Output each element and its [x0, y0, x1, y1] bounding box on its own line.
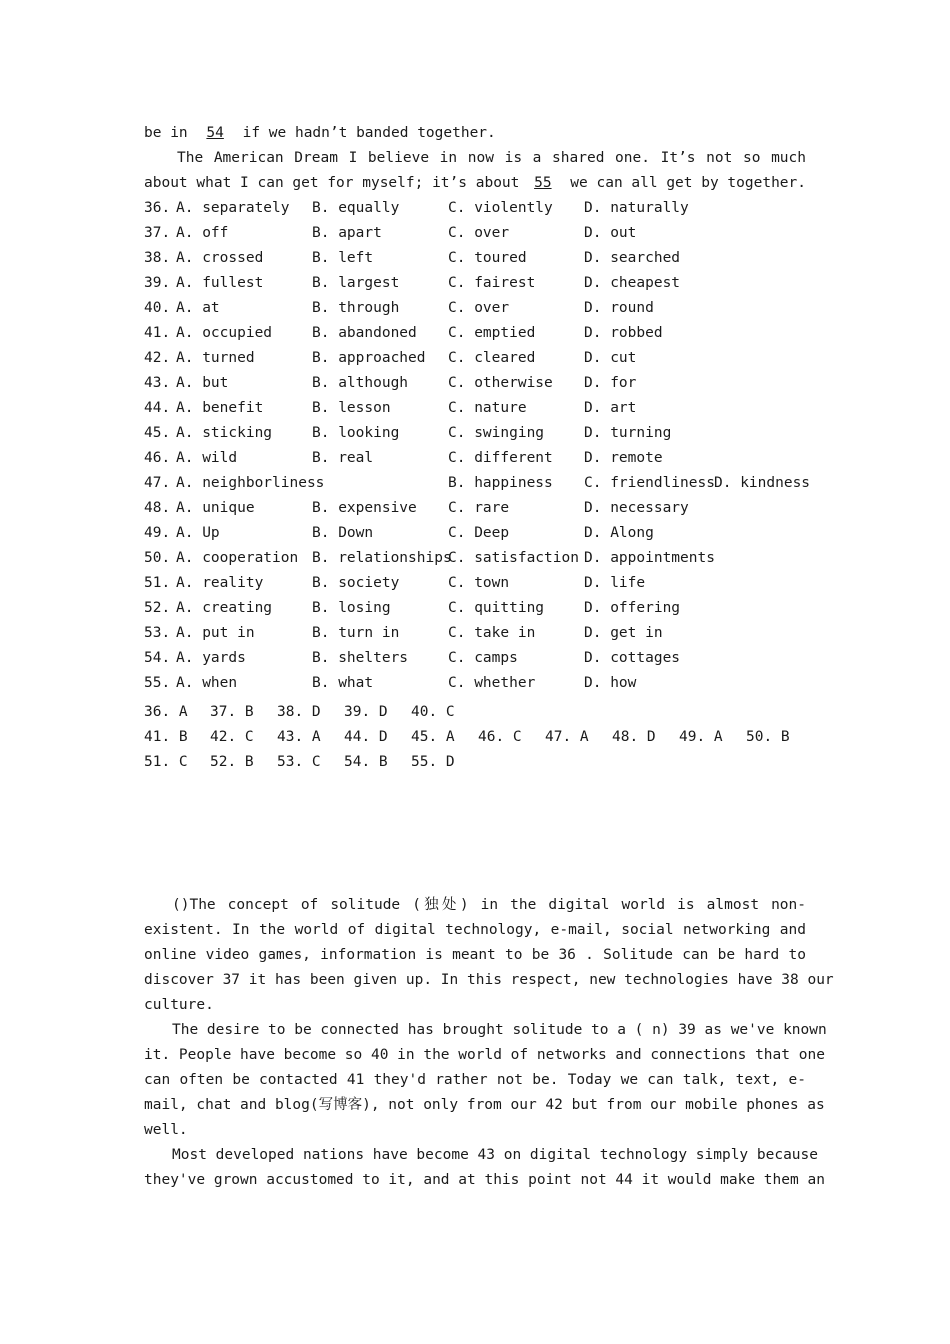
- question-num: 40.: [144, 300, 171, 316]
- option-a: A. when: [176, 675, 238, 691]
- answer-item: 41. B: [144, 729, 188, 745]
- option-c: C. whether: [448, 675, 536, 691]
- question-num: 49.: [144, 525, 171, 541]
- answer-item: 42. C: [210, 729, 254, 745]
- option-b: B. happiness: [448, 475, 553, 491]
- question-row: [144, 646, 806, 671]
- question-row: [144, 571, 806, 596]
- passage-line: online video games, information is meant to be 36 . Solitude can be hard to: [144, 947, 806, 963]
- option-d: D. how: [584, 675, 637, 691]
- option-b: B. abandoned: [312, 325, 417, 341]
- question-row: [144, 321, 806, 346]
- option-a: A. turned: [176, 350, 255, 366]
- option-d: D. life: [584, 575, 646, 591]
- question-num: 41.: [144, 325, 171, 341]
- option-c: C. cleared: [448, 350, 536, 366]
- answer-item: 53. C: [277, 754, 321, 770]
- answer-item: 48. D: [612, 729, 656, 745]
- question-row: [144, 346, 806, 371]
- option-c: C. emptied: [448, 325, 536, 341]
- question-row: [144, 621, 806, 646]
- option-c: C. rare: [448, 500, 510, 516]
- question-row: [144, 596, 806, 621]
- option-d: D. searched: [584, 250, 681, 266]
- option-b: B. equally: [312, 200, 400, 216]
- intro-line-2: The American Dream I believe in now is a shared one. It’s not so much: [177, 150, 806, 166]
- question-row: [144, 421, 806, 446]
- question-num: 48.: [144, 500, 171, 516]
- option-c: C. friendliness: [584, 475, 715, 491]
- passage-line: culture.: [144, 997, 214, 1013]
- option-d: D. out: [584, 225, 637, 241]
- option-c: C. take in: [448, 625, 536, 641]
- answer-item: 38. D: [277, 704, 321, 720]
- option-b: B. expensive: [312, 500, 417, 516]
- answer-item: 51. C: [144, 754, 188, 770]
- option-a: A. fullest: [176, 275, 264, 291]
- question-row: [144, 546, 806, 571]
- option-d: D. for: [584, 375, 637, 391]
- answer-item: 36. A: [144, 704, 188, 720]
- option-b: B. Down: [312, 525, 374, 541]
- option-c: C. satisfaction: [448, 550, 579, 566]
- question-num: 37.: [144, 225, 171, 241]
- passage-2: [144, 893, 834, 1193]
- question-num: 38.: [144, 250, 171, 266]
- option-b: B. society: [312, 575, 400, 591]
- option-d: D. cottages: [584, 650, 681, 666]
- answer-item: 49. A: [679, 729, 723, 745]
- question-row: [144, 221, 806, 246]
- answer-item: 46. C: [478, 729, 522, 745]
- option-b: B. approached: [312, 350, 426, 366]
- option-b: B. lesson: [312, 400, 391, 416]
- passage-line: it. People have become so 40 in the world of networks and connections that one: [144, 1047, 825, 1063]
- question-row: [144, 496, 806, 521]
- question-row: [144, 296, 806, 321]
- option-d: D. round: [584, 300, 654, 316]
- option-b: B. largest: [312, 275, 400, 291]
- question-num: 42.: [144, 350, 171, 366]
- option-a: A. occupied: [176, 325, 273, 341]
- question-num: 45.: [144, 425, 171, 441]
- answer-item: 37. B: [210, 704, 254, 720]
- answer-item: 40. C: [411, 704, 455, 720]
- question-num: 54.: [144, 650, 171, 666]
- option-b: B. although: [312, 375, 409, 391]
- passage-line: well.: [144, 1122, 188, 1138]
- option-a: A. at: [176, 300, 220, 316]
- passage-line: The desire to be connected has brought solitude to a ( n) 39 as we've known: [172, 1022, 827, 1038]
- intro-text: we can all get by together.: [570, 175, 806, 191]
- option-c: C. violently: [448, 200, 553, 216]
- question-num: 46.: [144, 450, 171, 466]
- option-a: A. Up: [176, 525, 220, 541]
- option-c: C. toured: [448, 250, 527, 266]
- option-c: C. town: [448, 575, 510, 591]
- question-num: 52.: [144, 600, 171, 616]
- option-a: A. off: [176, 225, 229, 241]
- blank-54: 54: [206, 125, 224, 141]
- intro-text: if we hadn’t banded together.: [242, 125, 496, 141]
- option-c: C. otherwise: [448, 375, 553, 391]
- option-b: B. what: [312, 675, 374, 691]
- option-c: C. quitting: [448, 600, 545, 616]
- option-b: B. left: [312, 250, 374, 266]
- option-a: A. reality: [176, 575, 264, 591]
- option-a: A. cooperation: [176, 550, 299, 566]
- question-row: [144, 371, 806, 396]
- option-b: B. shelters: [312, 650, 409, 666]
- question-row: [144, 271, 806, 296]
- option-c: C. fairest: [448, 275, 536, 291]
- question-num: 50.: [144, 550, 171, 566]
- option-d: D. get in: [584, 625, 663, 641]
- intro-text: about what I can get for myself; it’s about: [144, 175, 520, 191]
- question-num: 55.: [144, 675, 171, 691]
- answer-item: 47. A: [545, 729, 589, 745]
- answer-row: [144, 700, 806, 725]
- option-c: C. camps: [448, 650, 518, 666]
- option-a: A. neighborliness: [176, 475, 325, 491]
- option-b: B. through: [312, 300, 400, 316]
- option-a: A. wild: [176, 450, 238, 466]
- option-c: C. over: [448, 300, 510, 316]
- passage-line: ()The concept of solitude (独处) in the digital world is almost non-: [172, 897, 806, 913]
- passage-line: Most developed nations have become 43 on digital technology simply because: [172, 1147, 819, 1163]
- question-row: [144, 446, 806, 471]
- option-d: D. art: [584, 400, 637, 416]
- answer-item: 54. B: [344, 754, 388, 770]
- option-a: A. sticking: [176, 425, 273, 441]
- option-d: D. cut: [584, 350, 637, 366]
- option-a: A. crossed: [176, 250, 264, 266]
- option-d: D. offering: [584, 600, 681, 616]
- option-a: A. but: [176, 375, 229, 391]
- option-a: A. yards: [176, 650, 246, 666]
- intro-line-1: [144, 121, 806, 146]
- answer-item: 50. B: [746, 729, 790, 745]
- option-d: D. turning: [584, 425, 672, 441]
- question-row: [144, 521, 806, 546]
- question-num: 51.: [144, 575, 171, 591]
- option-c: C. Deep: [448, 525, 510, 541]
- option-a: A. creating: [176, 600, 273, 616]
- question-num: 39.: [144, 275, 171, 291]
- question-num: 43.: [144, 375, 171, 391]
- option-d: D. cheapest: [584, 275, 681, 291]
- option-d: D. appointments: [584, 550, 715, 566]
- option-a: A. put in: [176, 625, 255, 641]
- passage-line: existent. In the world of digital technology, e-mail, social networking and: [144, 922, 806, 938]
- question-num: 36.: [144, 200, 171, 216]
- option-c: C. swinging: [448, 425, 545, 441]
- option-c: C. over: [448, 225, 510, 241]
- option-b: B. losing: [312, 600, 391, 616]
- passage-line: mail, chat and blog(写博客), not only from our 42 but from our mobile phones as: [144, 1097, 825, 1113]
- passage-line: discover 37 it has been given up. In this respect, new technologies have 38 our: [144, 972, 834, 988]
- question-num: 53.: [144, 625, 171, 641]
- intro-line-3: [144, 171, 806, 196]
- intro-text: be in: [144, 125, 188, 141]
- answer-item: 44. D: [344, 729, 388, 745]
- option-d: D. Along: [584, 525, 654, 541]
- option-d: D. naturally: [584, 200, 689, 216]
- answer-row: [144, 725, 806, 750]
- question-row: [144, 246, 806, 271]
- question-row: [144, 671, 806, 696]
- option-d: D. robbed: [584, 325, 663, 341]
- answer-item: 39. D: [344, 704, 388, 720]
- option-b: B. real: [312, 450, 374, 466]
- passage-line: can often be contacted 41 they'd rather not be. Today we can talk, text, e-: [144, 1072, 806, 1088]
- question-row: [144, 396, 806, 421]
- option-c: C. different: [448, 450, 553, 466]
- option-b: B. looking: [312, 425, 400, 441]
- option-d: D. kindness: [714, 475, 811, 491]
- question-list: [144, 196, 811, 696]
- option-b: B. turn in: [312, 625, 400, 641]
- answer-item: 52. B: [210, 754, 254, 770]
- answer-item: 43. A: [277, 729, 321, 745]
- option-c: C. nature: [448, 400, 527, 416]
- answer-item: 55. D: [411, 754, 455, 770]
- option-d: D. necessary: [584, 500, 689, 516]
- passage-line: they've grown accustomed to it, and at this point not 44 it would make them an: [144, 1172, 825, 1188]
- question-num: 47.: [144, 475, 171, 491]
- question-num: 44.: [144, 400, 171, 416]
- option-a: A. benefit: [176, 400, 264, 416]
- answer-item: 45. A: [411, 729, 455, 745]
- option-d: D. remote: [584, 450, 663, 466]
- option-b: B. apart: [312, 225, 382, 241]
- question-row: [144, 471, 811, 496]
- option-a: A. unique: [176, 500, 255, 516]
- option-a: A. separately: [176, 200, 290, 216]
- answer-row: [144, 750, 806, 775]
- option-b: B. relationships: [312, 550, 452, 566]
- document-page: [144, 121, 834, 1193]
- question-row: [144, 196, 806, 221]
- blank-55: 55: [534, 175, 552, 191]
